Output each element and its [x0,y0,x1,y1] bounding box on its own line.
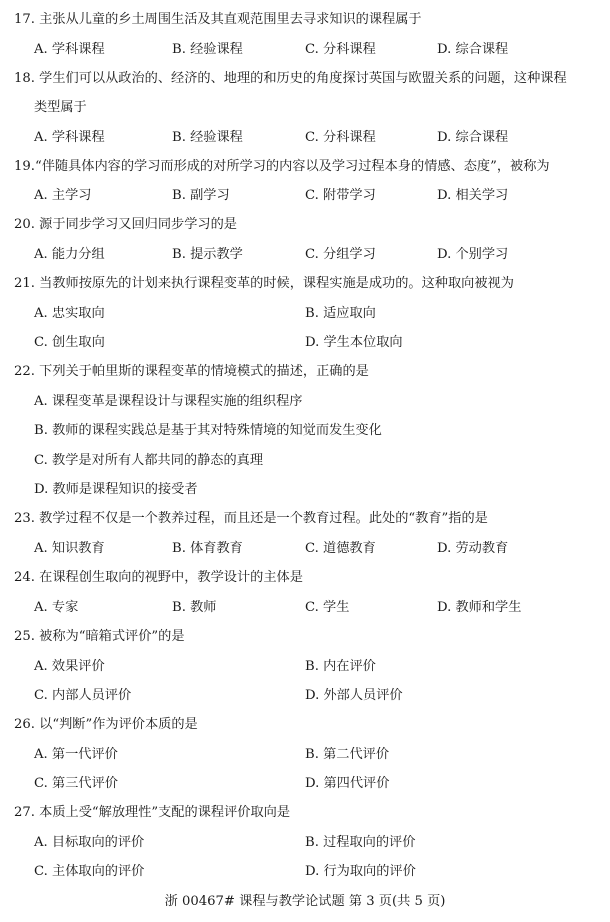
q27-option-c: C. 主体取向的评价 [34,864,145,879]
q20-option-c: C. 分组学习 [305,247,376,262]
q26-option-d: D. 第四代评价 [305,776,390,791]
q27-option-b: B. 过程取向的评价 [305,835,416,850]
q24-option-d: D. 教师和学生 [437,600,522,615]
q20-option-b: B. 提示教学 [172,247,243,262]
q26-option-a: A. 第一代评价 [34,747,118,762]
q18-option-c: C. 分科课程 [305,130,376,145]
q26-option-c: C. 第三代评价 [34,776,118,791]
question-20-stem: 20. 源于同步学习又回归同步学习的是 [14,217,237,232]
q18-option-a: A. 学科课程 [34,130,105,145]
question-18-stem-cont: 类型属于 [34,100,87,115]
q23-option-d: D. 劳动教育 [437,541,509,556]
q24-option-c: C. 学生 [305,600,350,615]
q22-option-a: A. 课程变革是课程设计与课程实施的组织程序 [34,394,303,409]
q20-option-d: D. 个别学习 [437,247,509,262]
q20-option-a: A. 能力分组 [34,247,105,262]
q25-option-b: B. 内在评价 [305,659,376,674]
q25-option-d: D. 外部人员评价 [305,688,403,703]
question-27-stem: 27. 本质上受“解放理性”支配的课程评价取向是 [14,805,291,820]
question-22-stem: 22. 下列关于帕里斯的课程变革的情境模式的描述，正确的是 [14,364,369,379]
question-25-stem: 25. 被称为“暗箱式评价”的是 [14,629,185,644]
q22-option-d: D. 教师是课程知识的接受者 [34,482,198,497]
question-17-stem: 17. 主张从儿童的乡土周围生活及其直观范围里去寻求知识的课程属于 [14,12,422,27]
page-footer: 浙 00467# 课程与教学论试题 第 3 页(共 5 页) [164,894,446,909]
question-26-stem: 26. 以“判断”作为评价本质的是 [14,717,198,732]
q23-option-c: C. 道德教育 [305,541,376,556]
q27-option-a: A. 目标取向的评价 [34,835,145,850]
q19-option-a: A. 主学习 [34,188,92,203]
q17-option-c: C. 分科课程 [305,42,376,57]
q19-option-b: B. 副学习 [172,188,230,203]
q18-option-b: B. 经验课程 [172,130,243,145]
q21-option-a: A. 忠实取向 [34,306,105,321]
q23-option-b: B. 体育教育 [172,541,243,556]
q18-option-d: D. 综合课程 [437,130,509,145]
q17-option-a: A. 学科课程 [34,42,105,57]
q26-option-b: B. 第二代评价 [305,747,390,762]
q21-option-c: C. 创生取向 [34,335,105,350]
q17-option-b: B. 经验课程 [172,42,243,57]
q25-option-c: C. 内部人员评价 [34,688,132,703]
q22-option-b: B. 教师的课程实践总是基于其对特殊情境的知觉而发生变化 [34,423,382,438]
q17-option-d: D. 综合课程 [437,42,509,57]
q27-option-d: D. 行为取向的评价 [305,864,416,879]
question-18-stem: 18. 学生们可以从政治的、经济的、地理的和历史的角度探讨英国与欧盟关系的问题，这种课程 [14,71,567,86]
q21-option-b: B. 适应取向 [305,306,376,321]
q23-option-a: A. 知识教育 [34,541,105,556]
q19-option-c: C. 附带学习 [305,188,376,203]
q19-option-d: D. 相关学习 [437,188,509,203]
q24-option-b: B. 教师 [172,600,217,615]
q22-option-c: C. 教学是对所有人都共同的静态的真理 [34,453,264,468]
q21-option-d: D. 学生本位取向 [305,335,403,350]
question-21-stem: 21. 当教师按原先的计划来执行课程变革的时候，课程实施是成功的。这种取向被视为 [14,276,514,291]
question-23-stem: 23. 教学过程不仅是一个教养过程，而且还是一个教育过程。此处的“教育”指的是 [14,511,488,526]
question-19-stem: 19.“伴随具体内容的学习而形成的对所学习的内容以及学习过程本身的情感、态度”，被称为 [14,159,550,174]
q25-option-a: A. 效果评价 [34,659,105,674]
question-24-stem: 24. 在课程创生取向的视野中，教学设计的主体是 [14,570,303,585]
q24-option-a: A. 专家 [34,600,79,615]
